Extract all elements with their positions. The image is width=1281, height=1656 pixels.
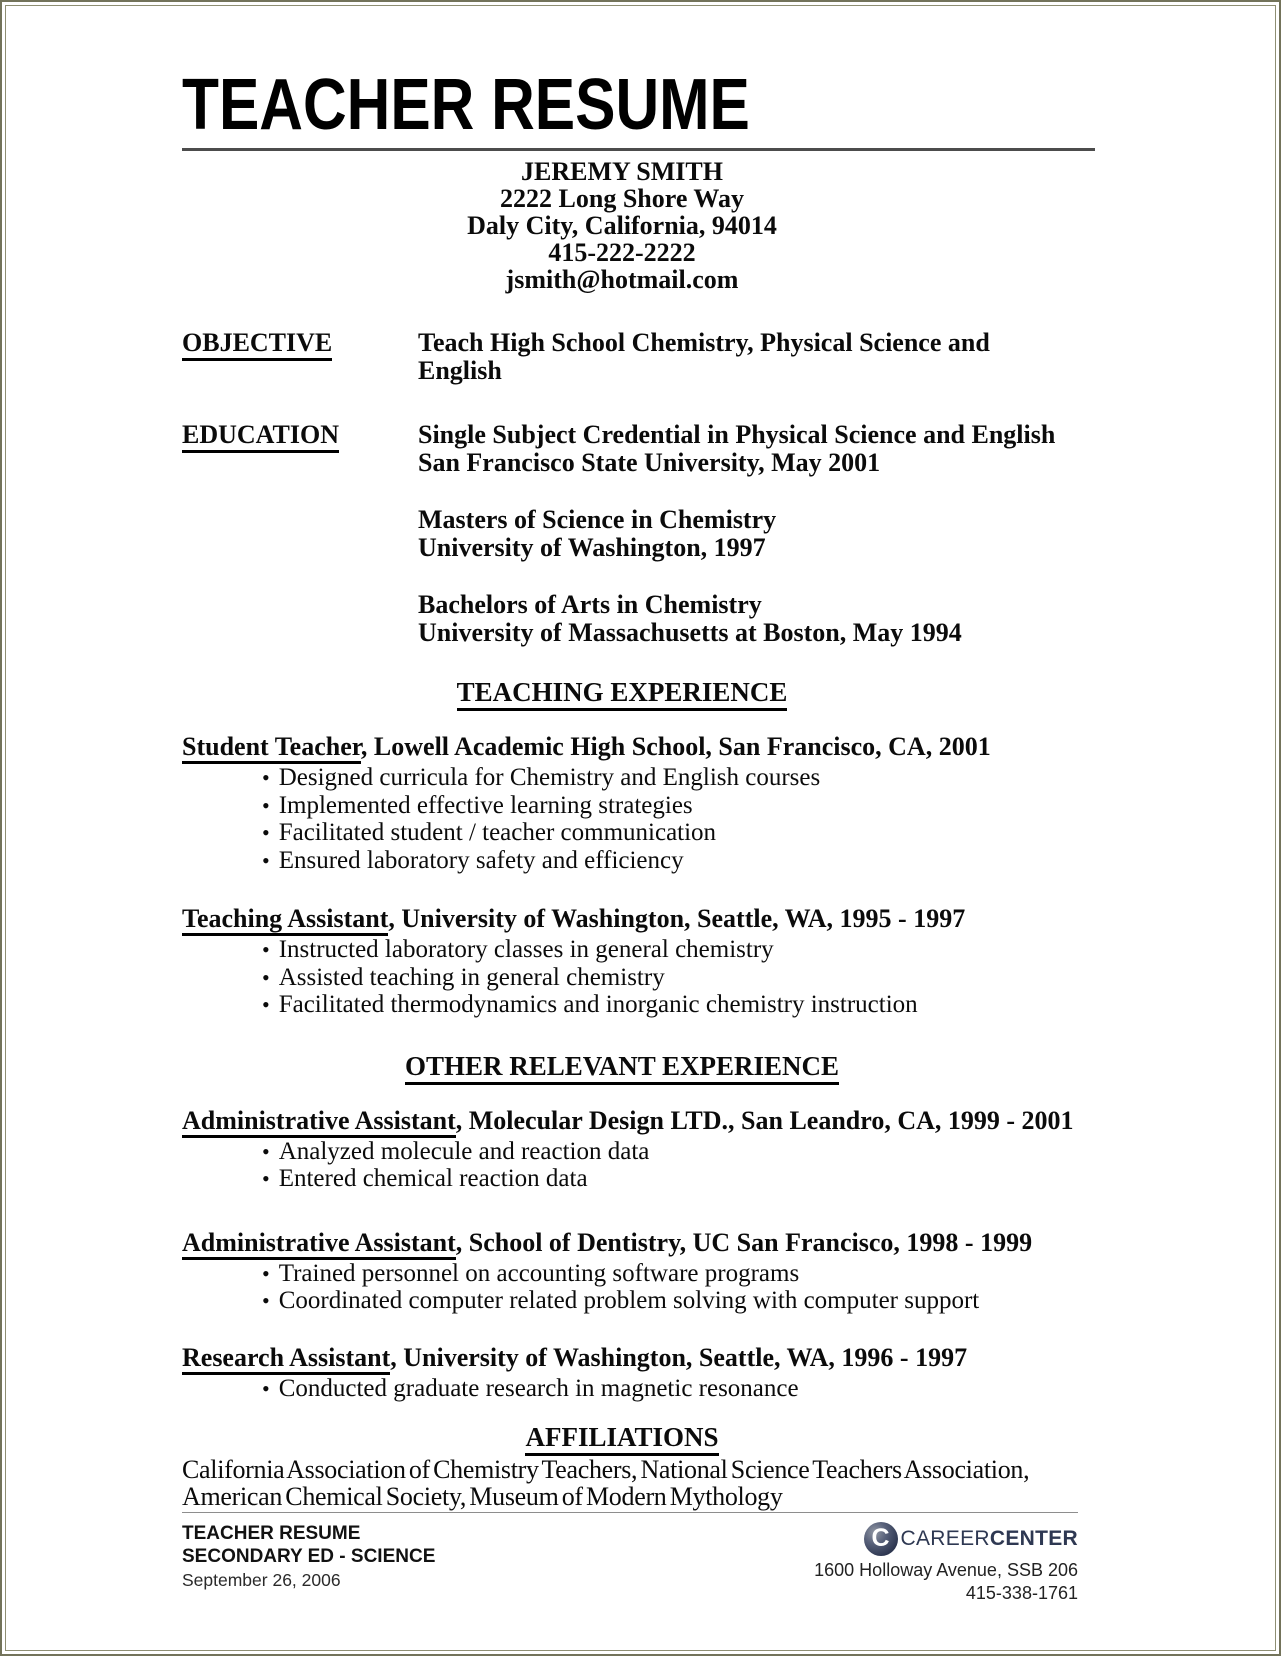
job-title: Research Assistant — [182, 1343, 390, 1375]
contact-email: jsmith@hotmail.com — [505, 265, 739, 294]
contact-phone: 415-222-2222 — [548, 238, 696, 267]
job-details: , University of Washington, Seattle, WA, 1996 - 1997 — [390, 1342, 968, 1372]
education-degree: Masters of Science in Chemistry — [418, 505, 777, 534]
job-details: , Lowell Academic High School, San Francisco, CA, 2001 — [360, 732, 991, 761]
education-degree: Single Subject Credential in Physical Science and English — [418, 420, 1056, 449]
bullet-list — [182, 936, 1062, 1019]
bullet-item: • Implemented effective learning strategies — [262, 792, 1062, 820]
bullet-item: • Analyzed molecule and reaction data — [262, 1138, 1062, 1166]
footer-divider — [182, 1512, 1078, 1513]
job-title: Administrative Assistant — [182, 1106, 456, 1138]
bullet-item: • Designed curricula for Chemistry and English courses — [262, 764, 1062, 792]
education-school: University of Massachusetts at Boston, May 1994 — [418, 618, 962, 647]
page-title — [182, 65, 1062, 145]
bullet-item: • Facilitated student / teacher communication — [262, 819, 1062, 847]
job-entry-research-assistant — [182, 1343, 1062, 1403]
job-title: Student Teacher — [182, 732, 361, 764]
careercenter-logo-text: CAREERCENTER — [900, 1527, 1078, 1550]
careercenter-logo — [814, 1522, 1078, 1556]
bullet-item: • Trained personnel on accounting software programs — [262, 1260, 1062, 1288]
resume-document — [182, 65, 1078, 1605]
bullet-item: • Assisted teaching in general chemistry — [262, 964, 1062, 992]
section-heading-teaching-experience: TEACHING EXPERIENCE — [182, 677, 1062, 707]
section-heading-other-relevant-experience: OTHER RELEVANT EXPERIENCE — [182, 1051, 1062, 1081]
education-entry — [418, 506, 1062, 562]
job-details: , Molecular Design LTD., San Leandro, CA, 1999 - 2001 — [455, 1105, 1074, 1135]
job-entry-teaching-assistant — [182, 904, 1062, 1019]
bullet-item: • Ensured laboratory safety and efficiency — [262, 847, 1062, 875]
job-details: , School of Dentistry, UC San Francisco, 1998 - 1999 — [455, 1227, 1033, 1257]
objective-text: Teach High School Chemistry, Physical Science and English — [418, 328, 990, 385]
bullet-item: • Instructed laboratory classes in general chemistry — [262, 936, 1062, 964]
title-divider — [182, 148, 1095, 151]
affiliations-text: California Association of Chemistry Teachers, National Science Teachers Association, American Chemical Society, Museum of Modern Mythology — [182, 1455, 1030, 1511]
education-school: University of Washington, 1997 — [418, 533, 766, 562]
education-label: EDUCATION — [182, 420, 339, 453]
education-entry — [418, 591, 1062, 647]
contact-name: JEREMY SMITH — [521, 157, 723, 186]
footer-doc-title: TEACHER RESUME — [182, 1523, 361, 1544]
job-entry-administrative-assistant-2 — [182, 1228, 1062, 1315]
bullet-list — [182, 1375, 1062, 1403]
page-title-text: TEACHER RESUME — [182, 65, 750, 145]
contact-block — [182, 158, 1062, 293]
section-heading-affiliations: AFFILIATIONS — [182, 1422, 1062, 1452]
job-entry-student-teacher — [182, 732, 1062, 874]
footer-date: September 26, 2006 — [182, 1570, 341, 1590]
footer-right — [814, 1522, 1078, 1605]
job-title: Teaching Assistant — [182, 904, 388, 936]
bullet-item: • Coordinated computer related problem solving with computer support — [262, 1287, 1062, 1315]
education-entry — [418, 421, 1062, 477]
careercenter-c-letter: C — [871, 1523, 890, 1552]
job-title: Administrative Assistant — [182, 1228, 456, 1260]
education-row — [182, 421, 1062, 647]
footer-address: 1600 Holloway Avenue, SSB 206 — [814, 1560, 1078, 1580]
education-school: San Francisco State University, May 2001 — [418, 448, 881, 477]
bullet-item: • Conducted graduate research in magnetic resonance — [262, 1375, 1062, 1403]
footer-phone: 415-338-1761 — [965, 1583, 1078, 1603]
objective-label: OBJECTIVE — [182, 328, 332, 361]
bullet-list — [182, 1260, 1062, 1315]
job-details: , University of Washington, Seattle, WA, 1995 - 1997 — [388, 904, 966, 933]
bullet-item: • Facilitated thermodynamics and inorganic chemistry instruction — [262, 991, 1062, 1019]
bullet-list — [182, 764, 1062, 874]
footer — [182, 1522, 1078, 1605]
contact-city: Daly City, California, 94014 — [467, 211, 777, 240]
careercenter-c-icon — [864, 1522, 898, 1556]
bullet-list — [182, 1138, 1062, 1193]
objective-row — [182, 329, 1062, 385]
footer-doc-subtitle: SECONDARY ED - SCIENCE — [182, 1546, 436, 1567]
contact-street: 2222 Long Shore Way — [500, 184, 744, 213]
education-degree: Bachelors of Arts in Chemistry — [418, 590, 762, 619]
footer-left — [182, 1522, 435, 1605]
bullet-item: • Entered chemical reaction data — [262, 1165, 1062, 1193]
job-entry-administrative-assistant-1 — [182, 1105, 1074, 1193]
